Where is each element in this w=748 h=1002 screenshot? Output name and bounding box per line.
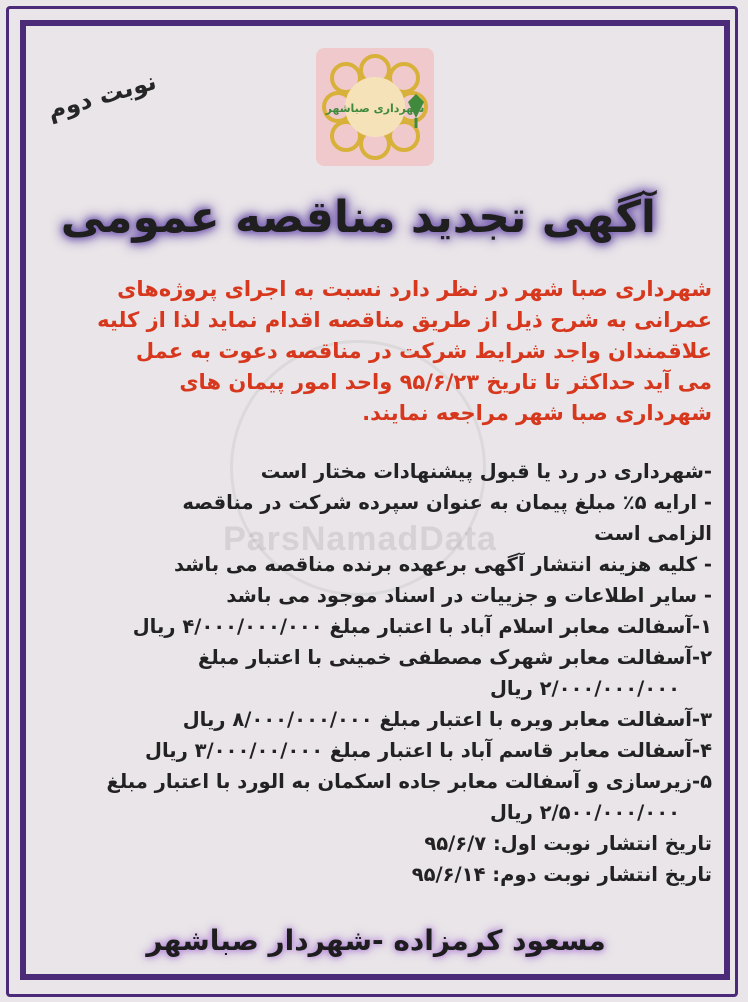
condition-item: الزامی است [594,522,712,545]
intro-line: علاقمندان واجد شرایط شرکت در مناقصه دعوت به عمل [135,339,712,363]
project-item: ۳-آسفالت معابر ویره با اعتبار مبلغ ۸/۰۰۰/۰۰۰/۰۰۰ ریال [182,708,712,731]
mayor-signature: مسعود کرمزاده -شهردار صباشهر [146,924,606,957]
svg-text:شهرداری صباشهر: شهرداری صباشهر [325,102,425,115]
announcement [36,36,712,966]
project-item: ۵-زیرسازی و آسفالت معابر جاده اسکمان به الورد با اعتبار مبلغ [106,770,712,793]
project-amount: ۲/۰۰۰/۰۰۰/۰۰۰ ریال [490,677,680,700]
issue-label: نوبت دوم [44,67,160,125]
intro-paragraph [40,274,712,429]
publish-date-second: تاریخ انتشار نوبت دوم: ۹۵/۶/۱۴ [411,863,712,886]
project-item: ۴-آسفالت معابر قاسم آباد با اعتبار مبلغ ۳/۰۰۰/۰۰/۰۰۰ ریال [145,739,712,762]
intro-line: شهرداری صبا شهر در نظر دارد نسبت به اجرای پروژه‌های [117,277,712,301]
condition-item: - کلیه هزینه انتشار آگهی برعهده برنده مناقصه می باشد [173,553,712,576]
condition-item: - سایر اطلاعات و جزییات در اسناد موجود می باشد [226,584,712,607]
intro-line: عمرانی به شرح ذیل از طریق مناقصه اقدام نماید لذا از کلیه [97,308,712,332]
announcement-title: آگهی تجدید مناقصه عمومی [60,192,656,243]
tender-details [40,456,712,890]
intro-line: شهرداری صبا شهر مراجعه نمایند. [362,401,712,425]
condition-item: - ارایه ۵٪ مبلغ پیمان به عنوان سپرده شرکت در مناقصه [182,491,712,514]
condition-item: -شهرداری در رد یا قبول پیشنهادات مختار است [260,460,712,483]
municipality-logo [316,48,434,166]
project-item: ۲-آسفالت معابر شهرک مصطفی خمینی با اعتبار مبلغ [198,646,712,669]
project-amount: ۲/۵۰۰/۰۰۰/۰۰۰ ریال [490,801,680,824]
publish-date-first: تاریخ انتشار نوبت اول: ۹۵/۶/۷ [424,832,712,855]
intro-line: می آید حداکثر تا تاریخ ۹۵/۶/۲۳ واحد امور پیمان های [179,370,712,394]
watermark-text: ParsNamadData [223,520,497,558]
project-item: ۱-آسفالت معابر اسلام آباد با اعتبار مبلغ ۴/۰۰۰/۰۰۰/۰۰۰ ریال [132,615,712,638]
